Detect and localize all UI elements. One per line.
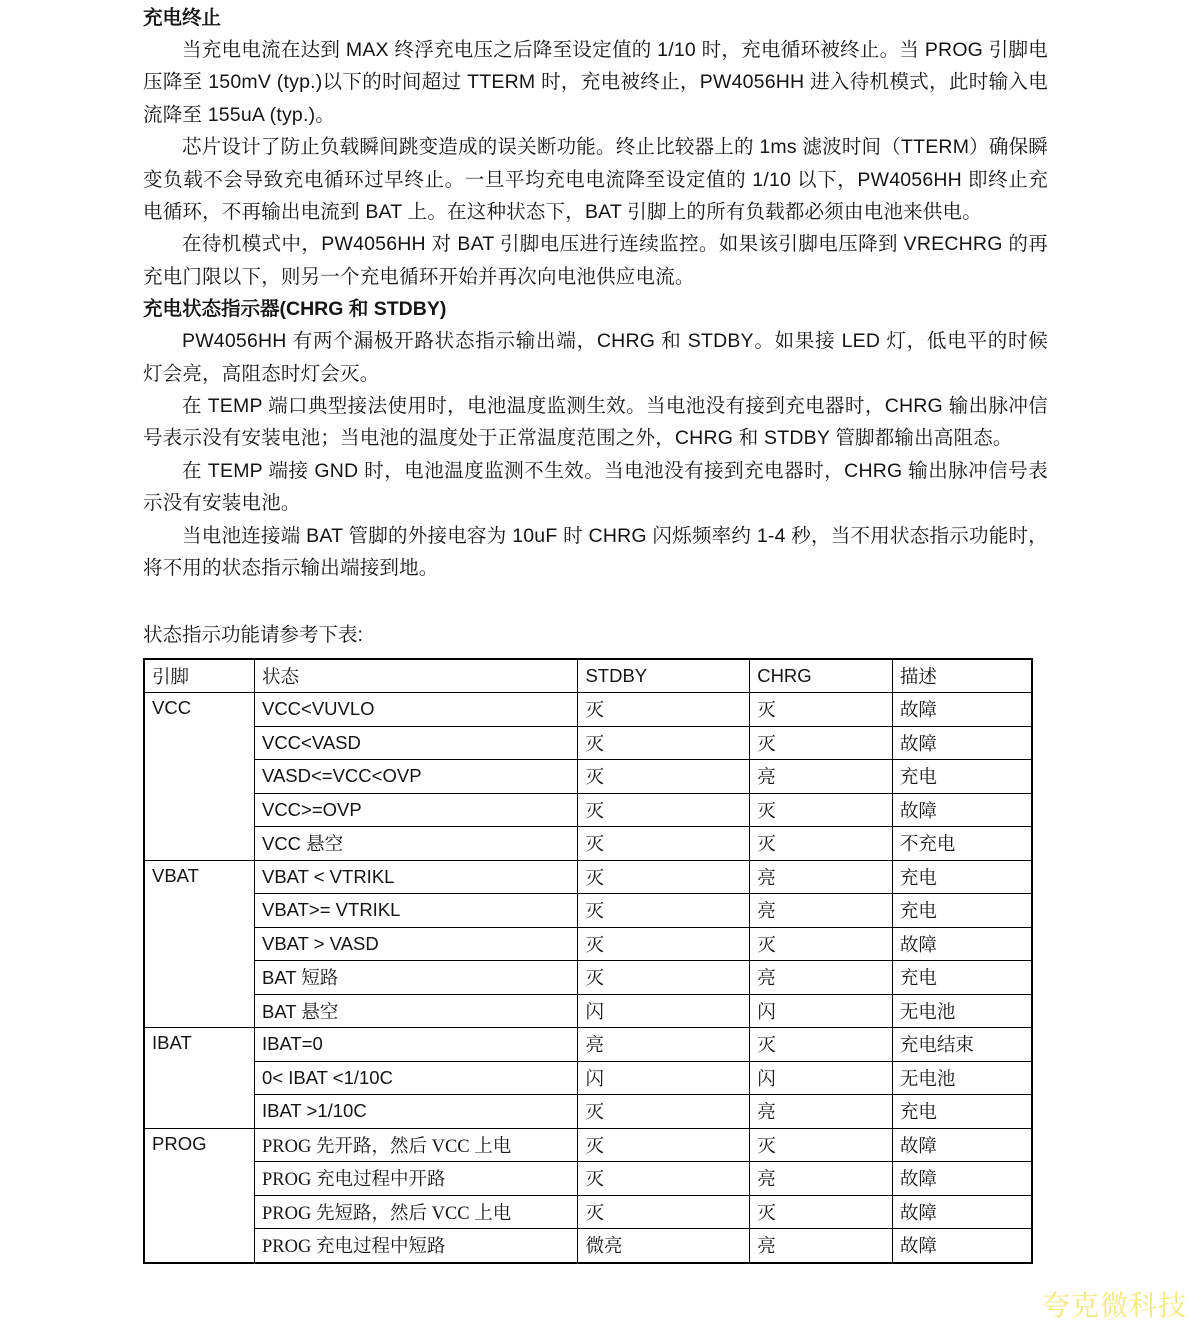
stdby-cell: 灭: [578, 1095, 750, 1129]
chrg-cell: 灭: [750, 793, 893, 827]
state-cell: 0< IBAT <1/10C: [254, 1061, 577, 1095]
chrg-cell: 亮: [750, 860, 893, 894]
table-row: [144, 927, 1032, 961]
state-cell: BAT 悬空: [254, 994, 577, 1028]
desc-cell: 充电: [892, 894, 1032, 928]
desc-cell: 故障: [892, 1128, 1032, 1162]
paragraph: 在 TEMP 端接 GND 时，电池温度监测不生效。当电池没有接到充电器时，CHRG 输出脉冲信号表示没有安装电池。: [143, 459, 1048, 515]
chrg-cell: 闪: [750, 994, 893, 1028]
state-cell: VBAT>= VTRIKL: [254, 894, 577, 928]
section-heading-charge-termination: 充电终止: [143, 7, 222, 29]
stdby-cell: 灭: [578, 961, 750, 995]
state-cell: VCC<VASD: [254, 726, 577, 760]
chrg-cell: 亮: [750, 1229, 893, 1263]
desc-cell: 故障: [892, 1195, 1032, 1229]
chrg-cell: 亮: [750, 760, 893, 794]
stdby-cell: 灭: [578, 793, 750, 827]
state-cell: PROG 先短路，然后 VCC 上电: [254, 1195, 577, 1229]
pin-cell: IBAT: [144, 1028, 254, 1129]
paragraph: 芯片设计了防止负载瞬间跳变造成的误关断功能。终止比较器上的 1ms 滤波时间（TTERM）确保瞬变负载不会导致充电循环过早终止。一旦平均充电电流降至设定值的 1/10 以下，PW4056HH 即终止充电循环，不再输出电流到 BAT 上。在这种状态下，BAT 引脚上的所有负载都必须由电池来供电。: [143, 136, 1048, 224]
paragraph: 当电池连接端 BAT 管脚的外接电容为 10uF 时 CHRG 闪烁频率约 1-4 秒，当不用状态指示功能时，将不用的状态指示输出端接到地。: [143, 524, 1048, 580]
table-row: [144, 1095, 1032, 1129]
table-row: [144, 726, 1032, 760]
state-cell: PROG 充电过程中开路: [254, 1162, 577, 1196]
stdby-cell: 闪: [578, 1061, 750, 1095]
table-row: [144, 894, 1032, 928]
stdby-cell: 灭: [578, 1162, 750, 1196]
chrg-cell: 灭: [750, 693, 893, 727]
stdby-cell: 灭: [578, 894, 750, 928]
table-row: [144, 994, 1032, 1028]
stdby-cell: 灭: [578, 827, 750, 861]
header-stdby: STDBY: [578, 659, 750, 693]
state-cell: PROG 充电过程中短路: [254, 1229, 577, 1263]
state-cell: VCC<VUVLO: [254, 693, 577, 727]
desc-cell: 无电池: [892, 1061, 1032, 1095]
pin-cell: VBAT: [144, 860, 254, 1028]
stdby-cell: 灭: [578, 927, 750, 961]
chrg-cell: 亮: [750, 961, 893, 995]
desc-cell: 故障: [892, 793, 1032, 827]
paragraph: PW4056HH 有两个漏极开路状态指示输出端，CHRG 和 STDBY。如果接 LED 灯，低电平的时候灯会亮，高阻态时灯会灭。: [143, 330, 1048, 385]
state-cell: VBAT < VTRIKL: [254, 860, 577, 894]
stdby-cell: 闪: [578, 994, 750, 1028]
state-cell: IBAT=0: [254, 1028, 577, 1062]
header-pin: 引脚: [144, 659, 254, 693]
chrg-cell: 灭: [750, 1028, 893, 1062]
stdby-cell: 亮: [578, 1028, 750, 1062]
section-heading-status-indicator: 充电状态指示器(CHRG 和 STDBY): [143, 298, 447, 321]
stdby-cell: 灭: [578, 1128, 750, 1162]
table-row: [144, 693, 1032, 727]
desc-cell: 故障: [892, 1229, 1032, 1263]
stdby-cell: 灭: [578, 693, 750, 727]
table-intro-text: 状态指示功能请参考下表:: [143, 623, 363, 646]
desc-cell: 充电: [892, 860, 1032, 894]
desc-cell: 不充电: [892, 827, 1032, 861]
table-row: [144, 1028, 1032, 1062]
stdby-cell: 灭: [578, 860, 750, 894]
stdby-cell: 灭: [578, 1195, 750, 1229]
stdby-cell: 灭: [578, 726, 750, 760]
header-chrg: CHRG: [750, 659, 893, 693]
table-row: [144, 827, 1032, 861]
desc-cell: 故障: [892, 693, 1032, 727]
state-cell: PROG 先开路，然后 VCC 上电: [254, 1128, 577, 1162]
paragraph: 在待机模式中，PW4056HH 对 BAT 引脚电压进行连续监控。如果该引脚电压降到 VRECHRG 的再充电门限以下，则另一个充电循环开始并再次向电池供应电流。: [143, 233, 1048, 288]
desc-cell: 故障: [892, 1162, 1032, 1196]
state-cell: IBAT >1/10C: [254, 1095, 577, 1129]
chrg-cell: 灭: [750, 827, 893, 861]
table-row: [144, 1162, 1032, 1196]
header-state: 状态: [254, 659, 577, 693]
state-cell: BAT 短路: [254, 961, 577, 995]
state-cell: VCC>=OVP: [254, 793, 577, 827]
table-row: [144, 1195, 1032, 1229]
table-row: [144, 793, 1032, 827]
chrg-cell: 灭: [750, 927, 893, 961]
desc-cell: 故障: [892, 927, 1032, 961]
state-cell: VBAT > VASD: [254, 927, 577, 961]
paragraph: 当充电电流在达到 MAX 终浮充电压之后降至设定值的 1/10 时，充电循环被终止。当 PROG 引脚电压降至 150mV (typ.)以下的时间超过 TTERM 时，充电被终止，PW4056HH 进入待机模式，此时输入电流降至 155uA (typ.)。: [143, 39, 1048, 126]
watermark-text: 夸克微科技: [1041, 1290, 1187, 1321]
table-header-row: [144, 659, 1032, 693]
state-cell: VCC 悬空: [254, 827, 577, 861]
status-indicator-table: [143, 658, 1033, 1264]
desc-cell: 充电结束: [892, 1028, 1032, 1062]
chrg-cell: 闪: [750, 1061, 893, 1095]
header-desc: 描述: [892, 659, 1032, 693]
desc-cell: 充电: [892, 760, 1032, 794]
stdby-cell: 灭: [578, 760, 750, 794]
document-page: [143, 2, 1048, 1264]
desc-cell: 充电: [892, 1095, 1032, 1129]
table-row: [144, 1229, 1032, 1263]
chrg-cell: 灭: [750, 1128, 893, 1162]
desc-cell: 充电: [892, 961, 1032, 995]
chrg-cell: 亮: [750, 1162, 893, 1196]
desc-cell: 故障: [892, 726, 1032, 760]
table-row: [144, 1128, 1032, 1162]
chrg-cell: 灭: [750, 1195, 893, 1229]
chrg-cell: 亮: [750, 894, 893, 928]
table-row: [144, 1061, 1032, 1095]
paragraph: 在 TEMP 端口典型接法使用时，电池温度监测生效。当电池没有接到充电器时，CHRG 输出脉冲信号表示没有安装电池；当电池的温度处于正常温度范围之外，CHRG 和 STDBY 管脚都输出高阻态。: [143, 395, 1048, 450]
chrg-cell: 灭: [750, 726, 893, 760]
pin-cell: PROG: [144, 1128, 254, 1263]
state-cell: VASD<=VCC<OVP: [254, 760, 577, 794]
table-row: [144, 860, 1032, 894]
pin-cell: VCC: [144, 693, 254, 861]
stdby-cell: 微亮: [578, 1229, 750, 1263]
desc-cell: 无电池: [892, 994, 1032, 1028]
chrg-cell: 亮: [750, 1095, 893, 1129]
table-row: [144, 760, 1032, 794]
table-row: [144, 961, 1032, 995]
